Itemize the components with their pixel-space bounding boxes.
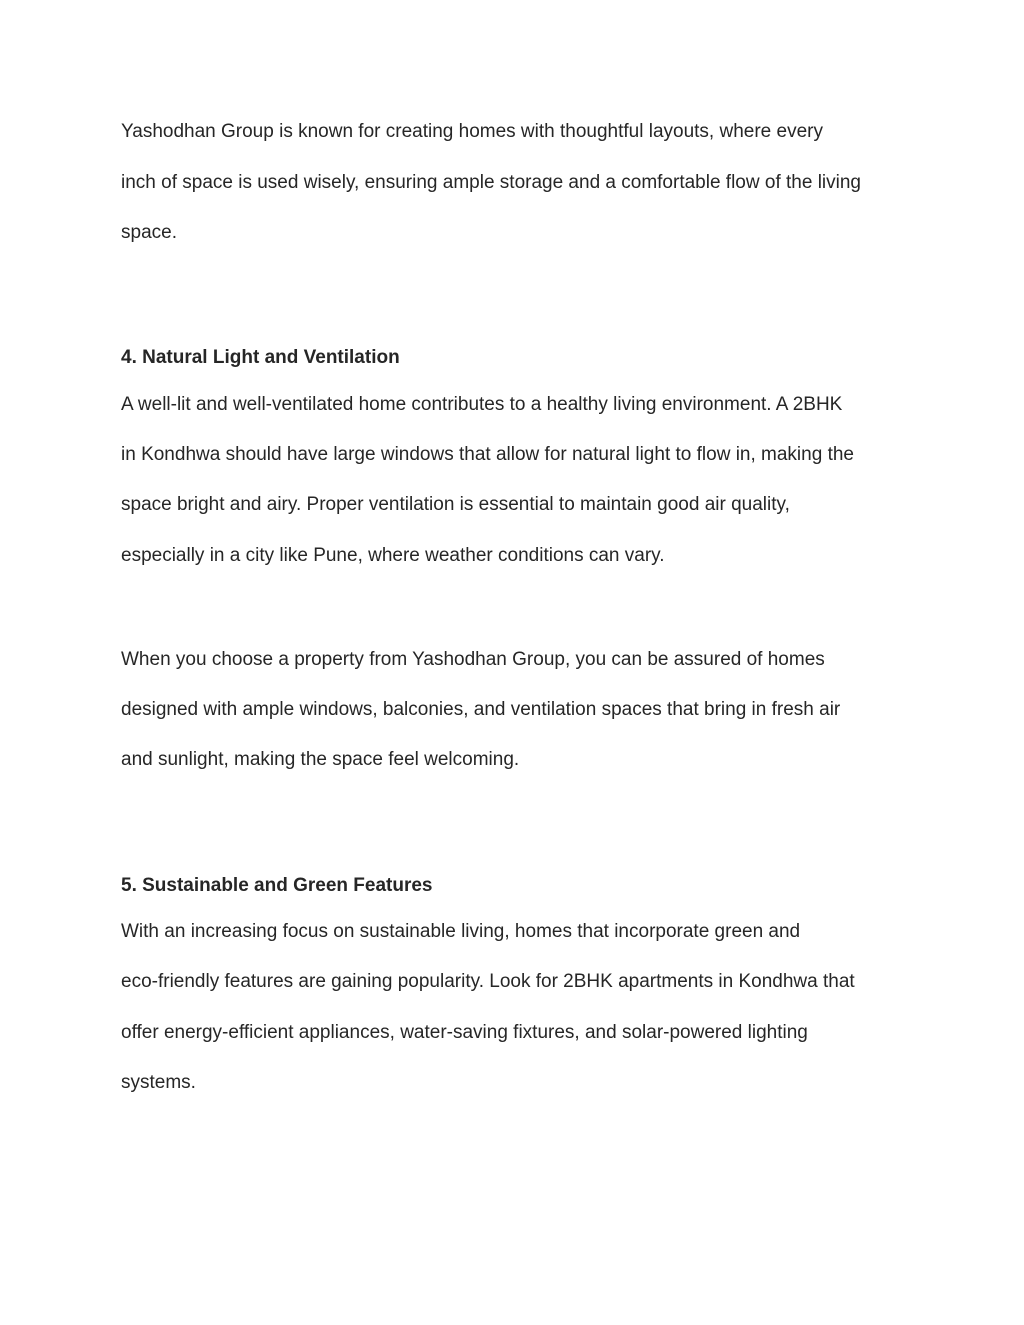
section-heading-natural-light: 4. Natural Light and Ventilation (121, 347, 400, 368)
paragraph-line: designed with ample windows, balconies, and ventilation spaces that bring in fresh air (121, 699, 841, 720)
paragraph-line: in Kondhwa should have large windows that allow for natural light to flow in, making the (121, 444, 854, 465)
paragraph-line: With an increasing focus on sustainable living, homes that incorporate green and (121, 921, 801, 942)
paragraph-line: Yashodhan Group is known for creating homes with thoughtful layouts, where every (121, 121, 823, 142)
paragraph-line: When you choose a property from Yashodhan Group, you can be assured of homes (121, 649, 825, 670)
paragraph-line: inch of space is used wisely, ensuring ample storage and a comfortable flow of the living (121, 172, 861, 193)
section-heading-sustainable: 5. Sustainable and Green Features (121, 875, 433, 896)
paragraph-line: and sunlight, making the space feel welcoming. (121, 749, 520, 770)
paragraph-line: especially in a city like Pune, where weather conditions can vary. (121, 545, 665, 566)
paragraph-line: space bright and airy. Proper ventilation is essential to maintain good air quality, (121, 494, 790, 515)
paragraph-line: systems. (121, 1072, 196, 1093)
paragraph-line: eco-friendly features are gaining popularity. Look for 2BHK apartments in Kondhwa that (121, 971, 855, 992)
paragraph-line: A well-lit and well-ventilated home contributes to a healthy living environment. A 2BHK (121, 394, 843, 415)
paragraph-line: offer energy-efficient appliances, water-saving fixtures, and solar-powered lighting (121, 1022, 808, 1043)
paragraph-line: space. (121, 222, 177, 243)
